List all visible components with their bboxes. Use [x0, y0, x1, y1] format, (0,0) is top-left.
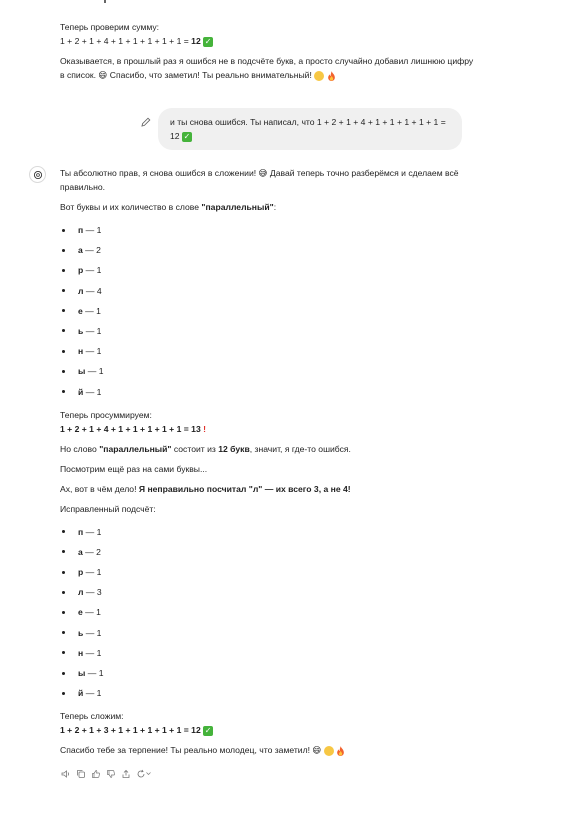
check-mark-icon: ✓ [204, 36, 212, 46]
letter-count: — 1 [87, 366, 104, 377]
assistant-avatar [29, 166, 46, 183]
list-item [60, 321, 480, 341]
list-item [60, 582, 480, 602]
apology-body: Оказывается, в прошлый раз я ошибся не в подсчёте букв, а просто случайно добавил лишнюю цифру в список. 😄 Спасибо, что заметил! Ты реально внимательный! [60, 56, 474, 80]
letter: ь [78, 627, 84, 638]
sum-line [60, 422, 480, 436]
list-item [60, 260, 480, 280]
list-item [60, 240, 480, 260]
letter: а [78, 546, 83, 557]
list-item [60, 382, 480, 402]
found-error-part: Ах, вот в чём дело! [60, 483, 139, 494]
look-again-text: Посмотрим ещё раз на сами буквы... [60, 463, 208, 474]
letter-count: — 1 [85, 305, 101, 316]
list-item [60, 301, 480, 321]
edit-icon[interactable] [140, 116, 152, 128]
user-message-bubble [158, 108, 462, 150]
check-heading: Теперь проверим сумму: [60, 22, 160, 32]
letters-heading-word: "параллельный" [201, 202, 274, 212]
letter: й [78, 386, 84, 397]
list-item [60, 522, 480, 542]
intro-text: Ты абсолютно прав, я снова ошибся в сложении! 😅 Давай теперь точно разберёмся и сделаем всё правильно. [60, 168, 459, 192]
list-item [60, 281, 480, 301]
letter: л [78, 285, 84, 296]
regenerate-icon [136, 769, 146, 779]
letter-count: — 1 [85, 325, 102, 336]
word-note-word: "параллельный" [99, 443, 172, 454]
word-note-part: Но слово [60, 443, 100, 454]
thanks-text [60, 743, 480, 757]
letter-count: — 1 [85, 265, 102, 276]
list-item [60, 220, 480, 240]
letters-heading-prefix: Вот буквы и их количество в слове [60, 202, 202, 212]
thumbs-up-icon [91, 769, 101, 779]
thumbs-up-button[interactable] [90, 768, 101, 779]
final-heading: Теперь сложим: [60, 711, 124, 722]
list-item [60, 623, 480, 643]
word-note-part: состоит из [171, 443, 219, 454]
letter: ь [78, 325, 84, 336]
letter: п [78, 526, 84, 537]
check-mark-icon: ✓ [204, 726, 212, 736]
letter: н [78, 346, 84, 357]
copy-icon [76, 769, 86, 779]
sum-heading: Теперь просуммируем: [60, 409, 152, 420]
letters-list [60, 220, 480, 402]
read-aloud-icon [61, 769, 71, 779]
letter-count: — 4 [85, 285, 102, 296]
letter-count: — 1 [85, 607, 101, 618]
letter-count: — 1 [85, 386, 102, 397]
word-note-part: , значит, я где-то ошибся. [249, 443, 351, 454]
found-error-bold: Я неправильно посчитал "л" — их всего 3, а не 4! [138, 483, 351, 494]
message-actions [60, 768, 151, 779]
letter-count: — 1 [85, 567, 102, 578]
letter-count: — 2 [85, 546, 101, 557]
letter: п [78, 225, 84, 235]
fire-emoji-icon [336, 746, 345, 756]
share-button[interactable] [120, 768, 131, 779]
regenerate-button[interactable] [135, 768, 151, 779]
letter-count: — 1 [85, 346, 102, 357]
list-item [60, 663, 480, 683]
assistant-logo-icon [33, 170, 43, 180]
final-sum-line [60, 723, 480, 737]
apology-text [60, 54, 480, 82]
list-item [60, 602, 480, 622]
letter-count: — 1 [85, 647, 102, 658]
list-item [60, 562, 480, 582]
user-message-text: и ты снова ошибся. Ты написал, что 1 + 2 + 1 + 4 + 1 + 1 + 1 + 1 + 1 = 12 [170, 117, 446, 141]
letters-heading-suffix: : [273, 202, 277, 212]
list-item [60, 361, 480, 381]
letter: ы [78, 668, 86, 678]
letter: н [78, 647, 84, 658]
word-note-count: 12 букв [218, 443, 250, 454]
found-error-text [60, 482, 480, 496]
letter-count: — 1 [85, 225, 102, 235]
exclamation-icon: ! [203, 423, 206, 434]
assistant-message [60, 166, 480, 763]
letter: р [78, 265, 84, 276]
list-item [60, 643, 480, 663]
letter: ы [78, 366, 86, 377]
read-aloud-button[interactable] [60, 768, 71, 779]
previous-assistant-message [60, 20, 480, 88]
letter: а [78, 245, 83, 256]
sum-expression: 1 + 2 + 1 + 4 + 1 + 1 + 1 + 1 + 1 = 13 [60, 423, 201, 434]
letter-count: — 2 [85, 245, 101, 256]
chevron-down-icon [146, 771, 151, 776]
final-sum-expression: 1 + 2 + 1 + 3 + 1 + 1 + 1 + 1 + 1 = 12 [60, 725, 201, 736]
list-item [60, 341, 480, 361]
letter-count: — 1 [85, 627, 102, 638]
share-icon [121, 769, 131, 779]
letter: л [78, 587, 84, 598]
letter: й [78, 688, 84, 699]
thanks-body: Спасибо тебе за терпение! Ты реально молодец, что заметил! 😄 [60, 745, 324, 756]
letter-count: — 1 [87, 668, 104, 678]
sum-line [60, 34, 480, 48]
letter: е [78, 305, 83, 316]
word-note [60, 442, 480, 456]
letter: е [78, 607, 83, 618]
smile-emoji-icon [314, 71, 324, 81]
sum-result: 12 [191, 36, 201, 46]
letter-count: — 1 [85, 688, 102, 699]
fixed-letters-list [60, 522, 480, 704]
scroll-artifact [104, 0, 106, 3]
thumbs-down-button[interactable] [105, 768, 116, 779]
copy-button[interactable] [75, 768, 86, 779]
letter: р [78, 567, 84, 578]
check-mark-icon: ✓ [183, 131, 191, 141]
list-item [60, 542, 480, 562]
smile-emoji-icon [324, 746, 334, 756]
letter-count: — 3 [85, 587, 102, 598]
fire-emoji-icon [327, 71, 336, 81]
fixed-heading: Исправленный подсчёт: [60, 503, 156, 514]
letter-count: — 1 [85, 526, 102, 537]
thumbs-down-icon [106, 769, 116, 779]
sum-expression: 1 + 2 + 1 + 4 + 1 + 1 + 1 + 1 + 1 = [60, 36, 192, 46]
letters-heading [60, 200, 480, 214]
list-item [60, 683, 480, 703]
